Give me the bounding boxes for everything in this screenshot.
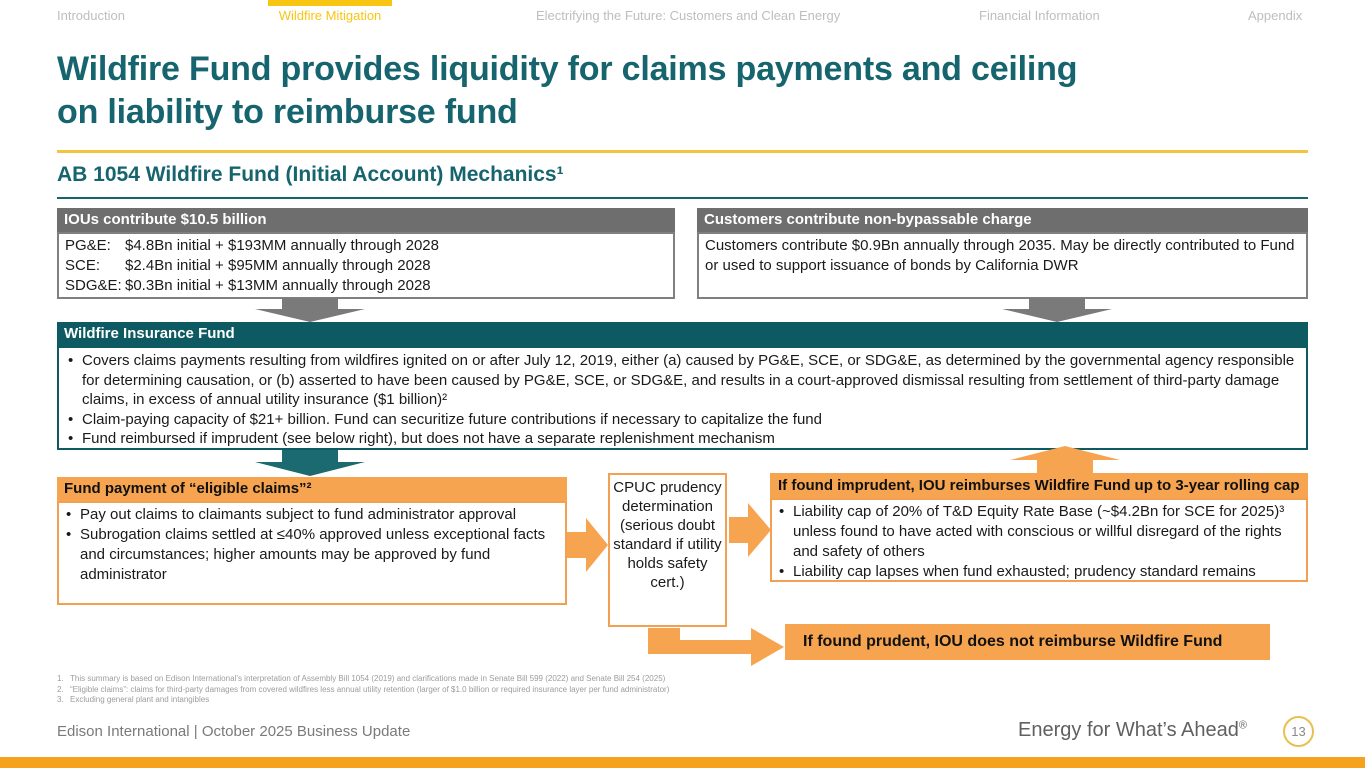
footnote-number: 3. [57, 695, 64, 704]
down-arrow-icon [255, 298, 365, 322]
bullet-icon: • [779, 563, 785, 580]
imprudent-bullet [778, 502, 1300, 562]
tab-appendix[interactable]: Appendix [1248, 8, 1303, 23]
iou-row-label: SCE: [65, 257, 101, 274]
insurance-bullet [67, 410, 1298, 430]
customer-box-body: Customers contribute $0.9Bn annually through 2035. May be directly contributed to Fund or used to support issuance of bonds by California DWR [697, 232, 1308, 299]
iou-box-body [57, 232, 675, 299]
down-arrow-icon [1002, 298, 1112, 322]
bullet-text: Liability cap of 20% of T&D Equity Rate Base (~$4.2Bn for SCE for 2025)³ unless found to have acted with conscious or willful disregard of the rights and safety of others [793, 503, 1285, 560]
bottom-accent-bar [0, 757, 1365, 768]
bullet-text: Covers claims payments resulting from wildfires ignited on or after July 12, 2019, either (a) caused by PG&E, SCE, or SDG&E, as determined by the governmental agency responsible for determining causation, or (b) asserted to have been caused by PG&E, SCE, or SDG&E, and results in a court-approved dismissal resulting from settlement of third-party damage claims, in excess of annual utility insurance ($1 billion)² [82, 352, 1295, 408]
fund-payment-header: Fund payment of “eligible claims”² [57, 477, 567, 501]
brand-tagline [1018, 719, 1247, 742]
up-arrow-icon [1010, 446, 1120, 476]
section-heading: AB 1054 Wildfire Fund (Initial Account) Mechanics¹ [57, 163, 564, 186]
tab-electrifying-the-future[interactable]: Electrifying the Future: Customers and Clean Energy [536, 8, 841, 23]
payment-bullet [65, 525, 559, 585]
payment-bullet [65, 505, 559, 525]
imprudent-box-body [770, 498, 1308, 582]
bullet-text: Fund reimbursed if imprudent (see below right), but does not have a separate replenishment mechanism [82, 430, 775, 447]
registered-mark: ® [1238, 719, 1247, 732]
footnote [57, 674, 1037, 685]
bullet-icon: • [66, 526, 72, 543]
iou-row-label: PG&E: [65, 237, 111, 254]
bullet-text: Subrogation claims settled at ≤40% approved unless exceptional facts and circumstances; higher amounts may be approved by fund administrator [80, 526, 546, 583]
section-heading-underline [57, 197, 1308, 199]
iou-row-sdge [65, 276, 667, 296]
insurance-fund-body [57, 346, 1308, 450]
fund-payment-box [57, 477, 567, 605]
brand-tagline-text: Energy for What’s Ahead [1018, 719, 1239, 741]
iou-box-header: IOUs contribute $10.5 billion [57, 208, 675, 232]
elbow-arrow-icon [648, 628, 788, 674]
bullet-text: Pay out claims to claimants subject to fund administrator approval [80, 506, 517, 523]
page-title-line1: Wildfire Fund provides liquidity for claims payments and ceiling [57, 50, 1078, 88]
prudent-no-reimbursement-box: If found prudent, IOU does not reimburse Wildfire Fund [785, 624, 1270, 660]
footnote-text: “Eligible claims”: claims for third-party damages from covered wildfires less annual utility retention (larger of $1.0 billion or required insurance layer per fund administrator) [70, 684, 670, 694]
right-arrow-icon [567, 518, 608, 572]
bullet-text: Claim-paying capacity of $21+ billion. Fund can securitize future contributions if necessary to capitalize the fund [82, 410, 822, 428]
iou-row-value: $4.8Bn initial + $193MM annually through 2028 [125, 237, 439, 254]
bullet-icon: • [68, 430, 74, 447]
tab-financial-information[interactable]: Financial Information [979, 8, 1100, 23]
iou-contribution-box [57, 208, 675, 299]
customer-charge-box [697, 208, 1308, 299]
iou-row-value: $2.4Bn initial + $95MM annually through 2028 [125, 257, 431, 274]
page-title [57, 48, 1319, 134]
imprudent-reimbursement-box [770, 473, 1308, 582]
bullet-icon: • [779, 503, 785, 520]
bullet-icon: • [66, 506, 72, 523]
page-title-line2: on liability to reimburse fund [57, 92, 518, 131]
insurance-fund-header: Wildfire Insurance Fund [57, 322, 1308, 346]
active-tab-indicator [268, 0, 392, 6]
tab-introduction[interactable]: Introduction [57, 8, 125, 23]
bullet-icon: • [68, 410, 74, 428]
imprudent-box-header: If found imprudent, IOU reimburses Wildfire Fund up to 3-year rolling cap [770, 473, 1308, 498]
page-number-badge: 13 [1283, 716, 1314, 747]
footnote-number: 1. [57, 674, 64, 683]
footnote [57, 695, 1037, 706]
bullet-text: Liability cap lapses when fund exhausted; prudency standard remains [793, 563, 1256, 580]
iou-row-sce [65, 256, 667, 276]
iou-row-label: SDG&E: [65, 277, 122, 294]
imprudent-bullet [778, 562, 1300, 582]
footnote-text: Excluding general plant and intangibles [70, 695, 210, 704]
bullet-icon: • [68, 352, 74, 369]
footnote-text: This summary is based on Edison International’s interpretation of Assembly Bill 1054 (2019) and clarifications made in Senate Bill 599 (2022) and Senate Bill 254 (2025) [70, 674, 666, 683]
customer-box-header: Customers contribute non-bypassable charge [697, 208, 1308, 232]
footnote-number: 2. [57, 684, 64, 694]
wildfire-insurance-fund-box [57, 322, 1308, 450]
footnote [57, 685, 1037, 696]
fund-payment-body [57, 501, 567, 605]
right-arrow-icon [729, 503, 771, 557]
iou-row-value: $0.3Bn initial + $13MM annually through 2028 [125, 277, 431, 294]
gold-divider [57, 150, 1308, 153]
footnotes [57, 674, 1037, 706]
down-arrow-icon [255, 450, 365, 476]
insurance-bullet [67, 351, 1298, 410]
tab-wildfire-mitigation[interactable]: Wildfire Mitigation [278, 8, 382, 23]
footer-attribution: Edison International | October 2025 Business Update [57, 723, 411, 740]
cpuc-determination-box: CPUC prudency determination (serious doubt standard if utility holds safety cert.) [608, 473, 727, 627]
iou-row-pge [65, 236, 667, 256]
